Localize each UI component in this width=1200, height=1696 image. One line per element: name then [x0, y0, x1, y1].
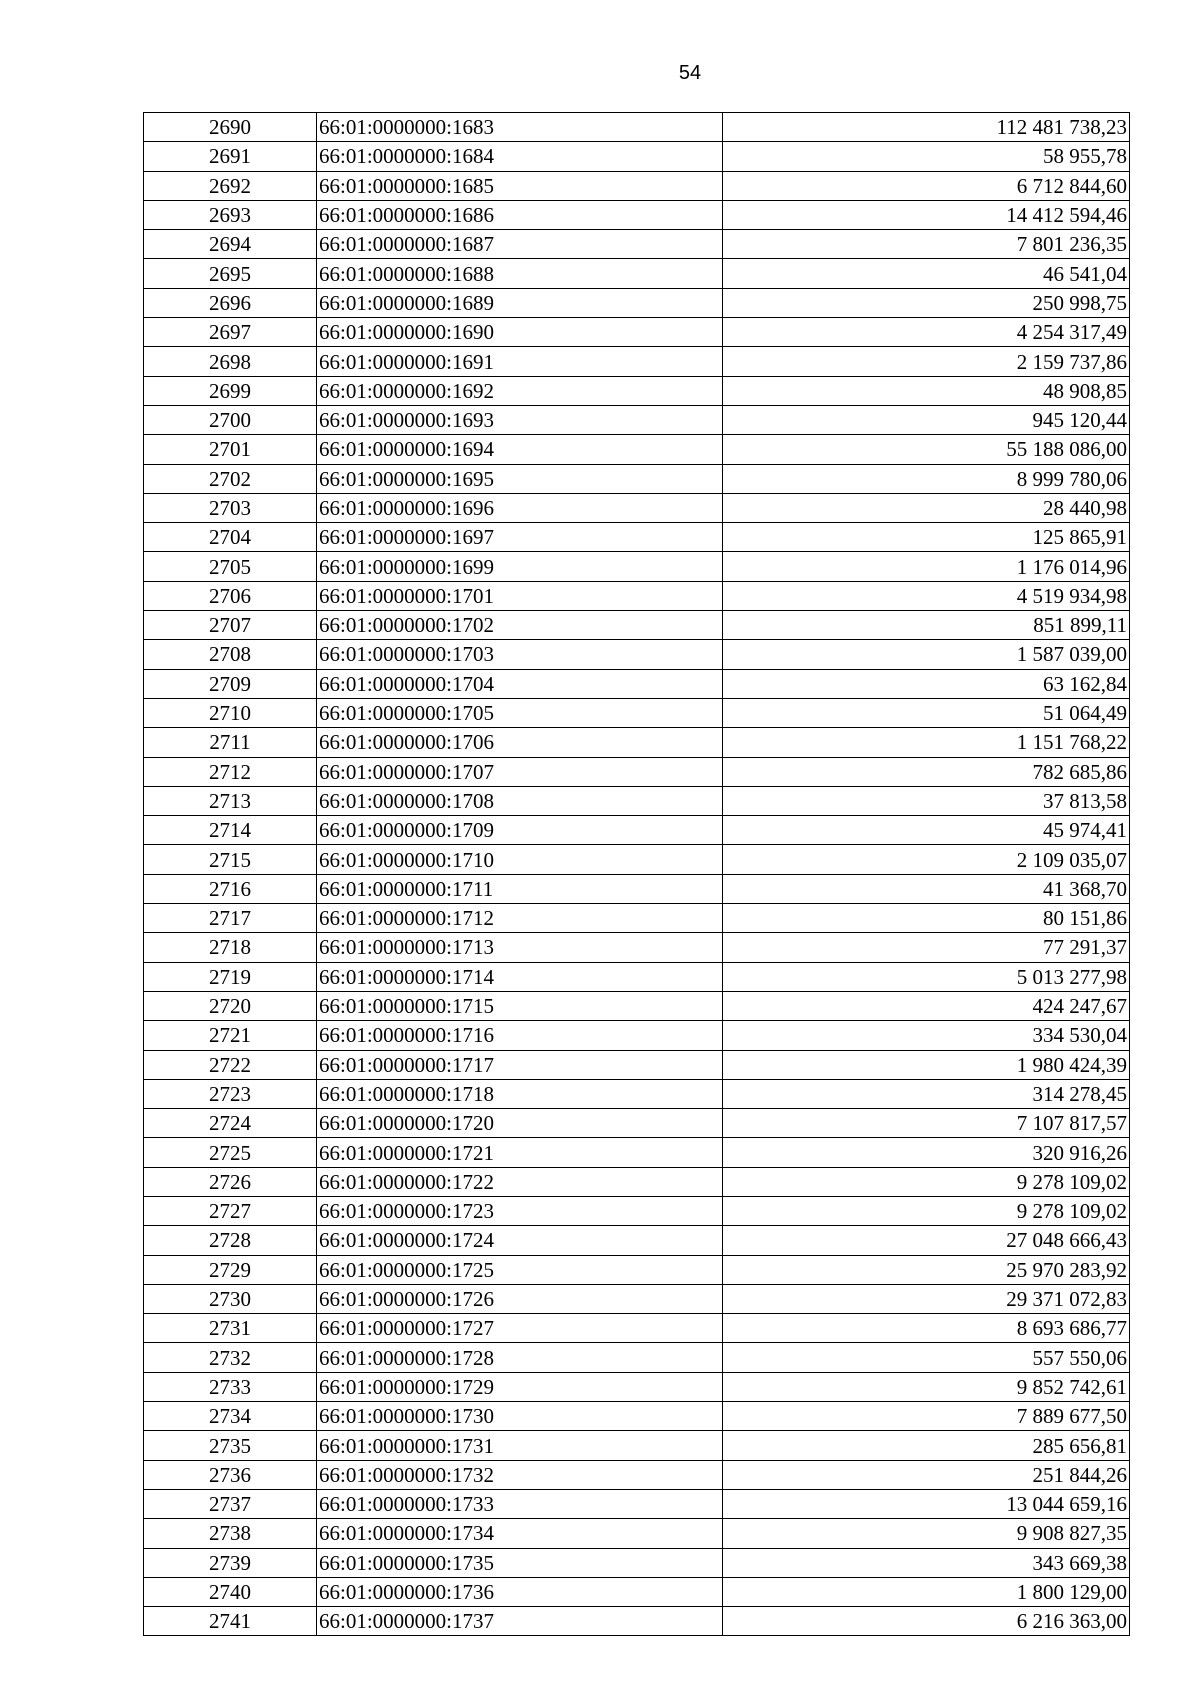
- cadastral-number: 66:01:0000000:1722: [317, 1167, 723, 1196]
- row-number: 2715: [144, 845, 317, 874]
- cadastral-number: 66:01:0000000:1685: [317, 171, 723, 200]
- cadastral-value: 29 371 072,83: [723, 1284, 1130, 1313]
- cadastral-value: 9 852 742,61: [723, 1372, 1130, 1401]
- cadastral-value: 320 916,26: [723, 1138, 1130, 1167]
- cadastral-value: 4 254 317,49: [723, 318, 1130, 347]
- cadastral-value: 77 291,37: [723, 933, 1130, 962]
- cadastral-number: 66:01:0000000:1717: [317, 1050, 723, 1079]
- table-row: [144, 230, 1130, 259]
- cadastral-value: 55 188 086,00: [723, 435, 1130, 464]
- row-number: 2737: [144, 1489, 317, 1518]
- row-number: 2723: [144, 1079, 317, 1108]
- row-number: 2716: [144, 874, 317, 903]
- table-row: [144, 1226, 1130, 1255]
- cadastral-value: 6 712 844,60: [723, 171, 1130, 200]
- cadastral-number: 66:01:0000000:1702: [317, 611, 723, 640]
- cadastral-number: 66:01:0000000:1689: [317, 288, 723, 317]
- table-row: [144, 376, 1130, 405]
- cadastral-number: 66:01:0000000:1711: [317, 874, 723, 903]
- cadastral-value: 8 999 780,06: [723, 464, 1130, 493]
- table-body: [144, 113, 1130, 1636]
- cadastral-number: 66:01:0000000:1709: [317, 816, 723, 845]
- cadastral-value: 424 247,67: [723, 991, 1130, 1020]
- table-row: [144, 962, 1130, 991]
- table-row: [144, 1050, 1130, 1079]
- row-number: 2692: [144, 171, 317, 200]
- table-row: [144, 318, 1130, 347]
- cadastral-number: 66:01:0000000:1703: [317, 640, 723, 669]
- cadastral-number: 66:01:0000000:1727: [317, 1314, 723, 1343]
- cadastral-value: 314 278,45: [723, 1079, 1130, 1108]
- table-row: [144, 816, 1130, 845]
- table-row: [144, 904, 1130, 933]
- cadastral-number: 66:01:0000000:1725: [317, 1255, 723, 1284]
- cadastral-number: 66:01:0000000:1699: [317, 552, 723, 581]
- table-row: [144, 552, 1130, 581]
- cadastral-number: 66:01:0000000:1715: [317, 991, 723, 1020]
- cadastral-value: 9 278 109,02: [723, 1167, 1130, 1196]
- cadastral-value: 2 109 035,07: [723, 845, 1130, 874]
- cadastral-value: 251 844,26: [723, 1460, 1130, 1489]
- cadastral-number: 66:01:0000000:1690: [317, 318, 723, 347]
- cadastral-number: 66:01:0000000:1724: [317, 1226, 723, 1255]
- row-number: 2735: [144, 1431, 317, 1460]
- table-row: [144, 523, 1130, 552]
- cadastral-number: 66:01:0000000:1692: [317, 376, 723, 405]
- cadastral-value: 48 908,85: [723, 376, 1130, 405]
- table-row: [144, 1577, 1130, 1606]
- cadastral-value: 2 159 737,86: [723, 347, 1130, 376]
- cadastral-value: 25 970 283,92: [723, 1255, 1130, 1284]
- cadastral-value: 13 044 659,16: [723, 1489, 1130, 1518]
- cadastral-number: 66:01:0000000:1695: [317, 464, 723, 493]
- row-number: 2738: [144, 1519, 317, 1548]
- cadastral-number: 66:01:0000000:1686: [317, 200, 723, 229]
- cadastral-number: 66:01:0000000:1735: [317, 1548, 723, 1577]
- table-row: [144, 171, 1130, 200]
- table-row: [144, 1138, 1130, 1167]
- cadastral-value: 14 412 594,46: [723, 200, 1130, 229]
- page-number: 54: [678, 62, 702, 84]
- row-number: 2698: [144, 347, 317, 376]
- row-number: 2702: [144, 464, 317, 493]
- row-number: 2712: [144, 757, 317, 786]
- table-row: [144, 1255, 1130, 1284]
- cadastral-value: 63 162,84: [723, 669, 1130, 698]
- table-row: [144, 1284, 1130, 1313]
- cadastral-number: 66:01:0000000:1726: [317, 1284, 723, 1313]
- row-number: 2741: [144, 1607, 317, 1636]
- cadastral-value: 945 120,44: [723, 405, 1130, 434]
- cadastral-number: 66:01:0000000:1737: [317, 1607, 723, 1636]
- cadastral-value: 9 278 109,02: [723, 1196, 1130, 1225]
- cadastral-number: 66:01:0000000:1701: [317, 581, 723, 610]
- table-row: [144, 1021, 1130, 1050]
- table-row: [144, 845, 1130, 874]
- cadastral-value: 1 151 768,22: [723, 728, 1130, 757]
- row-number: 2713: [144, 786, 317, 815]
- cadastral-value: 851 899,11: [723, 611, 1130, 640]
- cadastral-value: 782 685,86: [723, 757, 1130, 786]
- row-number: 2711: [144, 728, 317, 757]
- cadastral-value: 45 974,41: [723, 816, 1130, 845]
- table-row: [144, 1402, 1130, 1431]
- row-number: 2703: [144, 493, 317, 522]
- row-number: 2714: [144, 816, 317, 845]
- cadastral-number: 66:01:0000000:1721: [317, 1138, 723, 1167]
- row-number: 2718: [144, 933, 317, 962]
- table-row: [144, 611, 1130, 640]
- table-row: [144, 581, 1130, 610]
- table-row: [144, 1167, 1130, 1196]
- cadastral-value: 5 013 277,98: [723, 962, 1130, 991]
- table-row: [144, 640, 1130, 669]
- table-row: [144, 493, 1130, 522]
- cadastral-value: 285 656,81: [723, 1431, 1130, 1460]
- cadastral-value: 7 107 817,57: [723, 1109, 1130, 1138]
- row-number: 2708: [144, 640, 317, 669]
- row-number: 2701: [144, 435, 317, 464]
- cadastral-value: 41 368,70: [723, 874, 1130, 903]
- cadastral-value: 557 550,06: [723, 1343, 1130, 1372]
- cadastral-number: 66:01:0000000:1712: [317, 904, 723, 933]
- row-number: 2695: [144, 259, 317, 288]
- row-number: 2726: [144, 1167, 317, 1196]
- cadastral-value: 58 955,78: [723, 142, 1130, 171]
- cadastral-value: 7 889 677,50: [723, 1402, 1130, 1431]
- row-number: 2740: [144, 1577, 317, 1606]
- cadastral-value: 112 481 738,23: [723, 113, 1130, 142]
- row-number: 2691: [144, 142, 317, 171]
- cadastral-value: 28 440,98: [723, 493, 1130, 522]
- table-row: [144, 669, 1130, 698]
- cadastral-value: 1 176 014,96: [723, 552, 1130, 581]
- table-row: [144, 1548, 1130, 1577]
- table-row: [144, 464, 1130, 493]
- cadastral-value: 46 541,04: [723, 259, 1130, 288]
- cadastral-value: 250 998,75: [723, 288, 1130, 317]
- cadastral-number: 66:01:0000000:1720: [317, 1109, 723, 1138]
- table-row: [144, 786, 1130, 815]
- row-number: 2719: [144, 962, 317, 991]
- table-row: [144, 1079, 1130, 1108]
- cadastral-number: 66:01:0000000:1688: [317, 259, 723, 288]
- cadastral-value: 7 801 236,35: [723, 230, 1130, 259]
- cadastral-value: 125 865,91: [723, 523, 1130, 552]
- cadastral-value: 8 693 686,77: [723, 1314, 1130, 1343]
- cadastral-number: 66:01:0000000:1714: [317, 962, 723, 991]
- cadastral-number: 66:01:0000000:1691: [317, 347, 723, 376]
- cadastral-number: 66:01:0000000:1729: [317, 1372, 723, 1401]
- table-row: [144, 259, 1130, 288]
- table-row: [144, 435, 1130, 464]
- row-number: 2721: [144, 1021, 317, 1050]
- table-row: [144, 1489, 1130, 1518]
- table-row: [144, 142, 1130, 171]
- cadastral-number: 66:01:0000000:1705: [317, 698, 723, 727]
- table-row: [144, 200, 1130, 229]
- cadastral-number: 66:01:0000000:1704: [317, 669, 723, 698]
- cadastral-number: 66:01:0000000:1708: [317, 786, 723, 815]
- row-number: 2727: [144, 1196, 317, 1225]
- table-row: [144, 1343, 1130, 1372]
- cadastral-number: 66:01:0000000:1684: [317, 142, 723, 171]
- row-number: 2730: [144, 1284, 317, 1313]
- cadastral-value: 51 064,49: [723, 698, 1130, 727]
- table-row: [144, 1519, 1130, 1548]
- table-row: [144, 757, 1130, 786]
- table-row: [144, 874, 1130, 903]
- row-number: 2732: [144, 1343, 317, 1372]
- row-number: 2707: [144, 611, 317, 640]
- table-row: [144, 728, 1130, 757]
- row-number: 2696: [144, 288, 317, 317]
- cadastral-value: 1 980 424,39: [723, 1050, 1130, 1079]
- cadastral-value: 9 908 827,35: [723, 1519, 1130, 1548]
- cadastral-number: 66:01:0000000:1732: [317, 1460, 723, 1489]
- table-row: [144, 1431, 1130, 1460]
- cadastral-number: 66:01:0000000:1693: [317, 405, 723, 434]
- row-number: 2705: [144, 552, 317, 581]
- row-number: 2720: [144, 991, 317, 1020]
- cadastral-number: 66:01:0000000:1718: [317, 1079, 723, 1108]
- cadastral-number: 66:01:0000000:1734: [317, 1519, 723, 1548]
- cadastral-number: 66:01:0000000:1731: [317, 1431, 723, 1460]
- row-number: 2731: [144, 1314, 317, 1343]
- row-number: 2694: [144, 230, 317, 259]
- row-number: 2724: [144, 1109, 317, 1138]
- cadastral-value: 334 530,04: [723, 1021, 1130, 1050]
- cadastral-value: 27 048 666,43: [723, 1226, 1130, 1255]
- cadastral-value: 1 800 129,00: [723, 1577, 1130, 1606]
- table-row: [144, 933, 1130, 962]
- cadastral-value: 1 587 039,00: [723, 640, 1130, 669]
- table-row: [144, 698, 1130, 727]
- table-row: [144, 1196, 1130, 1225]
- row-number: 2722: [144, 1050, 317, 1079]
- row-number: 2706: [144, 581, 317, 610]
- row-number: 2739: [144, 1548, 317, 1577]
- table-row: [144, 1109, 1130, 1138]
- row-number: 2693: [144, 200, 317, 229]
- table-row: [144, 347, 1130, 376]
- table-row: [144, 1372, 1130, 1401]
- row-number: 2709: [144, 669, 317, 698]
- cadastral-number: 66:01:0000000:1728: [317, 1343, 723, 1372]
- row-number: 2710: [144, 698, 317, 727]
- cadastral-value: 80 151,86: [723, 904, 1130, 933]
- row-number: 2704: [144, 523, 317, 552]
- row-number: 2733: [144, 1372, 317, 1401]
- cadastral-number: 66:01:0000000:1683: [317, 113, 723, 142]
- table-row: [144, 288, 1130, 317]
- cadastral-number: 66:01:0000000:1716: [317, 1021, 723, 1050]
- row-number: 2734: [144, 1402, 317, 1431]
- table-row: [144, 991, 1130, 1020]
- cadastral-number: 66:01:0000000:1696: [317, 493, 723, 522]
- cadastral-number: 66:01:0000000:1736: [317, 1577, 723, 1606]
- cadastral-value: 6 216 363,00: [723, 1607, 1130, 1636]
- table-row: [144, 405, 1130, 434]
- cadastral-number: 66:01:0000000:1687: [317, 230, 723, 259]
- cadastral-number: 66:01:0000000:1733: [317, 1489, 723, 1518]
- row-number: 2699: [144, 376, 317, 405]
- cadastral-number: 66:01:0000000:1707: [317, 757, 723, 786]
- cadastral-number: 66:01:0000000:1694: [317, 435, 723, 464]
- table-row: [144, 1460, 1130, 1489]
- row-number: 2736: [144, 1460, 317, 1489]
- cadastral-number: 66:01:0000000:1697: [317, 523, 723, 552]
- cadastral-value: 4 519 934,98: [723, 581, 1130, 610]
- cadastral-number: 66:01:0000000:1706: [317, 728, 723, 757]
- row-number: 2717: [144, 904, 317, 933]
- cadastral-number: 66:01:0000000:1723: [317, 1196, 723, 1225]
- cadastral-value: 343 669,38: [723, 1548, 1130, 1577]
- cadastral-number: 66:01:0000000:1730: [317, 1402, 723, 1431]
- cadastral-number: 66:01:0000000:1710: [317, 845, 723, 874]
- row-number: 2729: [144, 1255, 317, 1284]
- cadastral-value: 37 813,58: [723, 786, 1130, 815]
- table-row: [144, 113, 1130, 142]
- cadastral-value-table: [143, 112, 1130, 1636]
- cadastral-number: 66:01:0000000:1713: [317, 933, 723, 962]
- row-number: 2690: [144, 113, 317, 142]
- table-row: [144, 1314, 1130, 1343]
- row-number: 2725: [144, 1138, 317, 1167]
- table-row: [144, 1607, 1130, 1636]
- row-number: 2728: [144, 1226, 317, 1255]
- row-number: 2697: [144, 318, 317, 347]
- row-number: 2700: [144, 405, 317, 434]
